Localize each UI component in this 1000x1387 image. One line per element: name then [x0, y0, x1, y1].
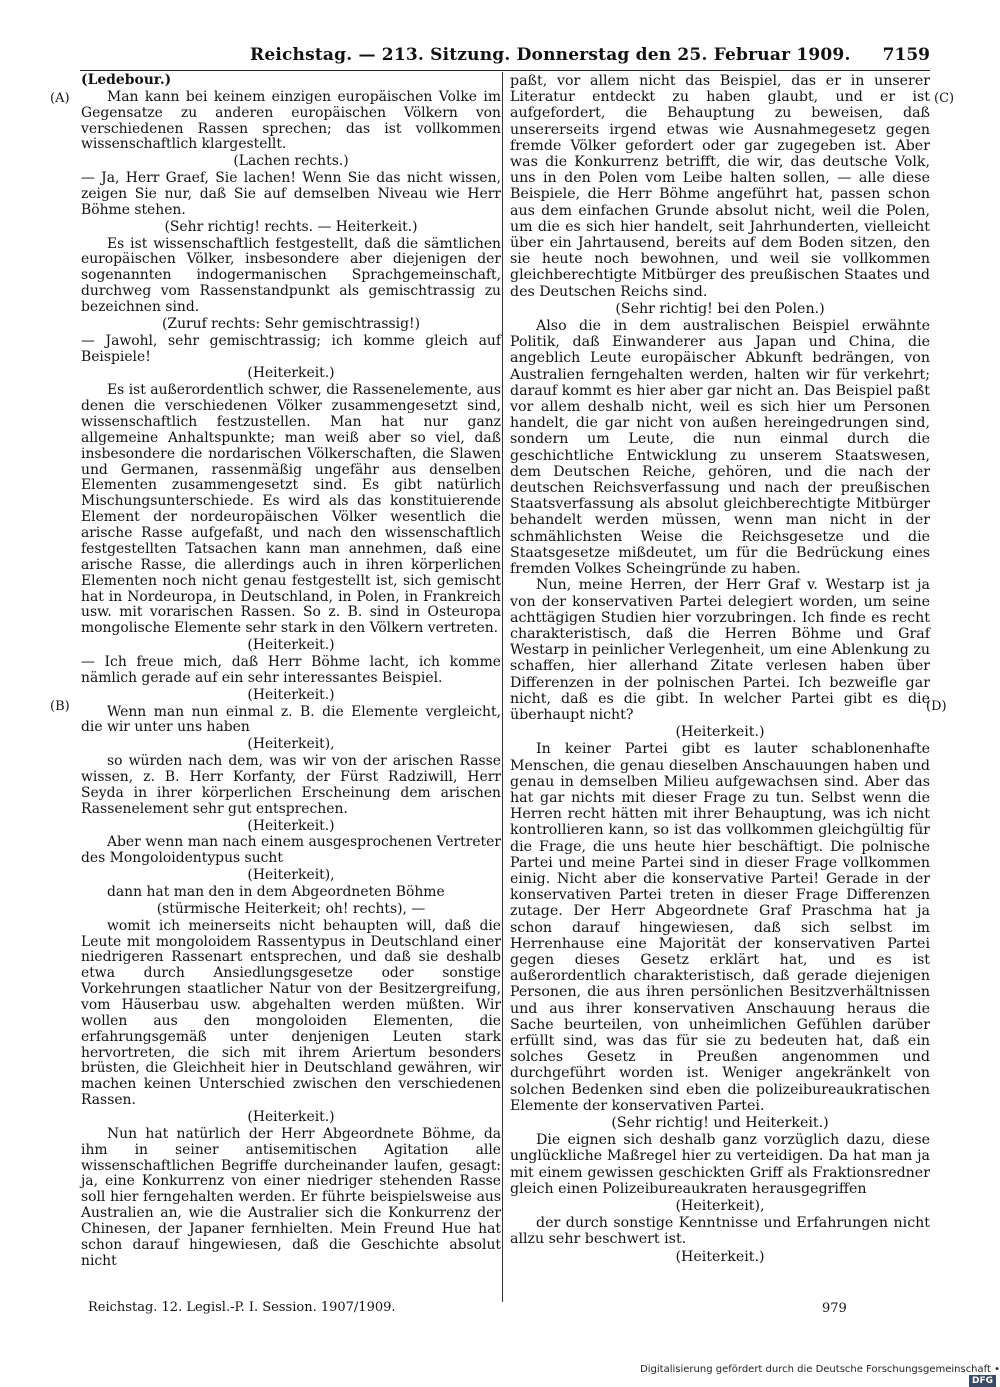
speech-paragraph: dann hat man den in dem Abgeordneten Böhme — [107, 883, 445, 900]
margin-marker-d: (D) — [926, 699, 947, 714]
stage-direction: (Heiterkeit), — [247, 736, 335, 753]
column-divider — [502, 72, 503, 1302]
stage-direction: (Heiterkeit.) — [247, 1109, 335, 1125]
left-column — [81, 73, 501, 1270]
stage-direction: (Heiterkeit.) — [247, 817, 335, 834]
page-number: 7159 — [882, 45, 930, 65]
stage-direction: (Heiterkeit), — [247, 867, 335, 884]
dfg-logo: DFG — [969, 1375, 996, 1387]
stage-direction: (Sehr richtig! bei den Polen.) — [615, 300, 825, 317]
margin-marker-a: (A) — [50, 91, 70, 106]
speaker-name: (Ledebour.) — [81, 72, 172, 88]
speech-paragraph: Nun hat natürlich der Herr Abgeordnete Böhme, da ihm in seiner antisemitischen Agitation alle wissenschaftlichen Begriffe durcheinander laufen, gesagt: ja, eine Konkurrenz von einer niedriger stehenden Rasse soll hier ferngehalten werden. Er führte beispielsweise aus Australien an, wie die Australier sich die Konkurrenz der Chinesen, der Japaner fernhielten. Mein Freund Hue hat schon darauf hingewiesen, daß die Geschichte absolut nicht — [81, 1125, 501, 1269]
stage-direction: (Heiterkeit), — [675, 1198, 765, 1215]
right-column — [510, 73, 930, 1266]
stage-direction: (Zuruf rechts: Sehr gemischtrassig!) — [162, 315, 420, 332]
margin-marker-c: (C) — [934, 91, 955, 106]
dfg-credit-text: Digitalisierung gefördert durch die Deutsche Forschungsgemeinschaft — [640, 1364, 991, 1375]
speech-paragraph: so würden nach dem, was wir von der arischen Rasse wissen, z. B. Herr Korfanty, der Fürst Radziwill, Herr Seyda in ihrer körperlichen Erscheinung dem arischen Rassenelement sehr gut entsprechen. — [81, 753, 501, 817]
stage-direction: (Sehr richtig! und Heiterkeit.) — [611, 1115, 829, 1131]
stage-direction: (Heiterkeit.) — [247, 686, 335, 703]
speech-paragraph: Die eignen sich deshalb ganz vorzüglich dazu, diese unglückliche Maßregel hier zu verteidigen. Da hat man ja mit einem gewissen geschickten Griff als Fraktionsredner gleich einen Polizeibureaukraten herausgegriffen — [510, 1132, 930, 1197]
stage-direction: (Lachen rechts.) — [233, 153, 349, 170]
stage-direction: (Heiterkeit.) — [247, 365, 335, 382]
speech-paragraph: Man kann bei keinem einzigen europäischen Volke im Gegensatze zu anderen europäischen Völkern von verschiedenen Rassen sprechen; das ist vollkommen wissenschaftlich klargestellt. — [81, 88, 501, 153]
header-rule — [80, 70, 930, 71]
speech-paragraph: — Ich freue mich, daß Herr Böhme lacht, ich komme nämlich gerade auf ein sehr interessantes Beispiel. — [81, 653, 501, 686]
page-header — [80, 43, 930, 67]
speech-paragraph: womit ich meinerseits nicht behaupten will, daß die Leute mit mongoloidem Rassentypus in Deutschland einer niedrigeren Rassenart entsprechen, und daß sie deshalb etwa durch Ansiedlungsgesetze oder sonstige Vorkehrungen staatlicher Natur von der Besitzergreifung, vom Häuserbau usw. abgehalten werden müßten. Wir wollen aus den mongoloiden Elementen, die erfahrungsgemäß unter denjenigen Leuten stark hervortreten, die sich mit ihrem Ariertum besonders brüsten, die Gleichheit hier in Deutschland gewähren, wir machen keinen Unterschied zwischen den verschiedenen Rassen. — [81, 917, 501, 1109]
speech-paragraph: Es ist außerordentlich schwer, die Rassenelemente, aus denen die verschiedenen Völker zusammengesetzt sind, wissenschaftlich festzustellen. Man hat nur ganz allgemeine Anhaltspunkte; man weiß aber so viel, daß insbesondere die nordarischen Völkerschaften, die Slawen und Germanen, rassenmäßig ungefähr aus denselben Elementen zusammengesetzt sind. Es gibt natürlich Mischungsunterschiede. Es wird als das konstituierende Element der nordeuropäischen Völker wesentlich die arische Rasse aufgefaßt, und nach den wissenschaftlich festgestellten Tatsachen kann man annehmen, daß eine arische Rasse, die allerdings auch in ihren körperlichen Elementen noch nicht genau festgestellt ist, sich gemischt hat in Nordeuropa, in Deutschland, in Polen, in Frankreich usw. mit vorarischen Rassen. So z. B. sind in Osteuropa mongolische Elemente sehr stark in den Völkern vertreten. — [81, 382, 501, 637]
stage-direction: (Heiterkeit.) — [675, 724, 765, 741]
dfg-credit — [620, 1364, 1000, 1386]
page-header-title: Reichstag. — 213. Sitzung. Donnerstag den 25. Februar 1909. — [250, 45, 851, 65]
speech-paragraph: Aber wenn man nach einem ausgesprochenen Vertreter des Mongoloidentypus sucht — [81, 834, 501, 867]
speech-paragraph: paßt, vor allem nicht das Beispiel, das er in unserer Literatur entdeckt zu haben glaubt, und er ist aufgefordert, die Behauptung zu beweisen, daß unsererseits irgend etwas wie Ausnahmegesetz gegen fremde Völker gefordert oder gar zugegeben ist. Aber was die Konkurrenz betrifft, die wir, das deutsche Volk, uns in den Polen vom Leibe halten sollen, — alle diese Beispiele, die Herr Böhme angeführt hat, passen schon aus dem einfachen Grunde absolut nicht, weil die Polen, um die es sich hier handelt, seit Jahrhunderten, vielleicht über ein Jahrtausend, bereits auf dem Boden sitzen, den sie heute noch bewohnen, und weil sie vollkommen gleichberechtigte Mitbürger des preußischen Staates und des Deutschen Reichs sind. — [510, 73, 930, 300]
speech-paragraph: Nun, meine Herren, der Herr Graf v. Westarp ist ja von der konservativen Partei delegiert worden, um seine achttägigen Studien hier vorzubringen. Ich finde es recht charakteristisch, daß die Herren Böhme und Graf Westarp in peinlicher Verlegenheit, um eine Ablenkung zu schaffen, hier allerhand Zitate verlesen haben über Differenzen in der polnischen Partei. Ich bezweifle gar nicht, daß es die gibt. In welcher Partei gibt es die überhaupt nicht? — [510, 577, 930, 723]
speech-paragraph: Es ist wissenschaftlich festgestellt, daß die sämtlichen europäischen Völker, insbesondere aber diejenigen der sogenannten indogermanischen Sprachgemeinschaft, durchweg vom Rassenstandpunkt als gemischtrassig zu bezeichnen sind. — [81, 235, 501, 316]
speech-paragraph: — Jawohl, sehr gemischtrassig; ich komme gleich auf Beispiele! — [81, 332, 501, 365]
speech-paragraph: In keiner Partei gibt es lauter schablonenhafte Menschen, die genau dieselben Anschauungen haben und genau in demselben Milieu aufgewachsen sind. Aber das hat gar nichts mit dieser Frage zu tun. Selbst wenn die Herren recht hätten mit ihrer Behauptung, was ich nicht kontrollieren kann, so ist das vollkommen gleichgültig für die Frage, die uns heute hier beschäftigt. Die polnische Partei und meine Partei sind in dieser Frage vollkommen einig. Nicht aber die konservative Partei! Gerade in der konservativen Partei treten in dieser Frage Differenzen zutage. Der Herr Abgeordnete Graf Praschma hat ja schon darauf hingewiesen, daß sich selbst im Herrenhause eine Majorität der konservativen Partei gegen dieses Gesetz erklärt hat, und es ist außerordentlich charakteristisch, daß gerade diejenigen Personen, die aus ihren persönlichen Besitzverhältnissen und aus ihrer konservativen Anschauung heraus die Sache beurteilen, von unheimlichen Gefühlen darüber erfüllt sind, was das für sie zu bedeuten hat, daß ein solches Gesetz in Preußen angenommen und durchgeführt worden ist. Weniger angekränkelt von solchen Bedenken sind eben die polizeibureaukratischen Elemente der konservativen Partei. — [510, 741, 930, 1114]
stage-direction: (stürmische Heiterkeit; oh! rechts), — — [156, 900, 426, 917]
speech-paragraph: der durch sonstige Kenntnisse und Erfahrungen nicht allzu sehr beschwert ist. — [510, 1215, 930, 1248]
stage-direction: (Sehr richtig! rechts. — Heiterkeit.) — [164, 218, 418, 235]
footer-sheet-number: 979 — [822, 1301, 847, 1316]
footer-session-info: Reichstag. 12. Legisl.-P. I. Session. 1907/1909. — [88, 1300, 396, 1315]
dfg-separator: • — [990, 1364, 1000, 1375]
stage-direction: (Heiterkeit.) — [247, 637, 335, 654]
stage-direction: (Heiterkeit.) — [675, 1248, 765, 1265]
speech-paragraph: — Ja, Herr Graef, Sie lachen! Wenn Sie das nicht wissen, zeigen Sie nur, daß Sie auf demselben Niveau wie Herr Böhme stehen. — [81, 170, 501, 218]
speech-paragraph: Also die in dem australischen Beispiel erwähnte Politik, daß Einwanderer aus Japan und China, die angeblich Leute europäischer Abkunft bedrängen, von Australien ferngehalten werden, halten wir für verkehrt; darauf kommt es hier aber gar nicht an. Das Beispiel paßt vor allem deshalb nicht, weil es sich hier um Personen handelt, die gar nicht von außen hereingedrungen sind, sondern um Leute, die nun einmal durch die geschichtliche Entwicklung zu unserem Staatswesen, dem Deutschen Reiche, gehören, und die nach der deutschen Reichsverfassung und nach der preußischen Staatsverfassung als absolut gleichberechtigte Mitbürger behandelt werden müssen, wenn man nicht in der schmählichsten Weise die Reichsgesetze und die Staatsgesetze mißdeutet, um für die Bedrückung eines fremden Volkes Scheingründe zu haben. — [510, 318, 930, 578]
speech-paragraph: Wenn man nun einmal z. B. die Elemente vergleicht, die wir unter uns haben — [81, 703, 501, 736]
margin-marker-b: (B) — [50, 699, 70, 714]
